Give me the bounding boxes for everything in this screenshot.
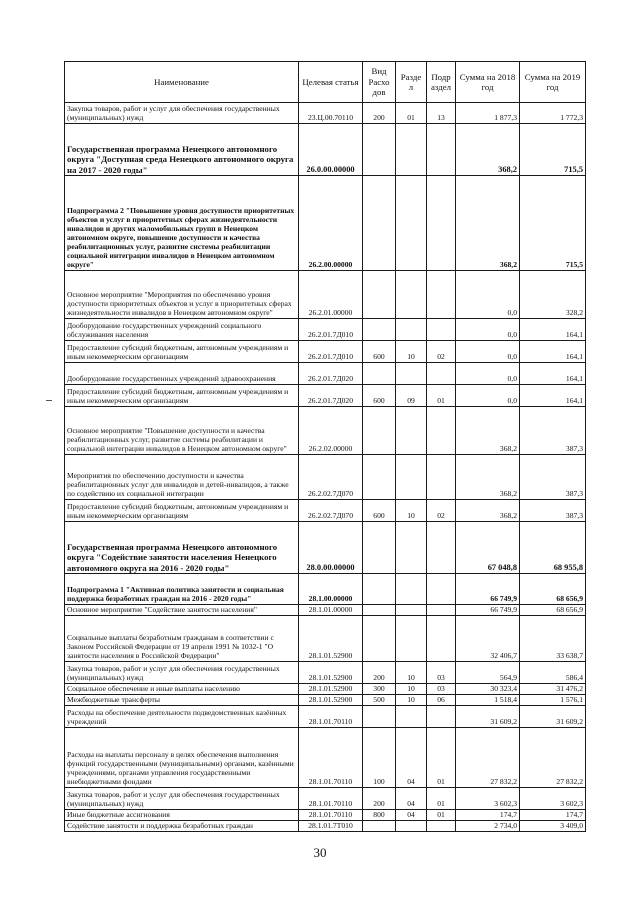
row-code: 28.1.01.52900 bbox=[299, 662, 363, 684]
table-row bbox=[65, 605, 586, 616]
row-sum-2019: 68 955,8 bbox=[520, 522, 586, 574]
table-row bbox=[65, 363, 586, 385]
row-sum-2019: 33 638,7 bbox=[520, 616, 586, 662]
table-row bbox=[65, 385, 586, 407]
row-name: Закупка товаров, работ и услуг для обеспечения государственных (муниципальных) нужд bbox=[65, 103, 299, 124]
row-name: Предоставление субсидий бюджетным, автономным учреждениям и иным некоммерческим организациям bbox=[65, 500, 299, 522]
row-code: 28.1.01.70110 bbox=[299, 728, 363, 788]
table-row bbox=[65, 810, 586, 821]
row-sum-2018: 27 832,2 bbox=[456, 728, 520, 788]
row-name: Подпрограмма 2 "Повышение уровня доступности приоритетных объектов и услуг в приоритетных сферах жизнедеятельности инвалидов и других маломобильных групп в Ненецком автономном округе, повышение доступности и качества реабилитационных услуг, развитие системы реабилитации социальной интеграции инвалидов в Ненецком автономном округе" bbox=[65, 176, 299, 271]
row-podrazdel: 03 bbox=[427, 662, 456, 684]
row-razdel: 01 bbox=[396, 103, 427, 124]
row-podrazdel bbox=[427, 574, 456, 605]
row-sum-2018: 3 602,3 bbox=[456, 788, 520, 810]
row-sum-2019: 164,1 bbox=[520, 385, 586, 407]
row-sum-2019: 328,2 bbox=[520, 271, 586, 319]
row-podrazdel: 01 bbox=[427, 788, 456, 810]
row-sum-2018: 2 734,0 bbox=[456, 821, 520, 832]
row-code: 26.2.01.7Д020 bbox=[299, 363, 363, 385]
row-razdel bbox=[396, 522, 427, 574]
table-row bbox=[65, 103, 586, 124]
row-code: 28.1.00.00000 bbox=[299, 574, 363, 605]
row-name: Дооборудование государственных учреждений социального обслуживания населения bbox=[65, 319, 299, 341]
row-name: Государственная программа Ненецкого автономного округа "Содействие занятости населения Ненецкого автономного округа на 2016 - 2020 годы" bbox=[65, 522, 299, 574]
row-podrazdel bbox=[427, 363, 456, 385]
row-podrazdel bbox=[427, 605, 456, 616]
table-row bbox=[65, 821, 586, 832]
row-sum-2019: 31 476,2 bbox=[520, 684, 586, 695]
row-razdel bbox=[396, 455, 427, 500]
row-podrazdel: 02 bbox=[427, 500, 456, 522]
row-name: Содействие занятости и поддержка безработных граждан bbox=[65, 821, 299, 832]
row-sum-2018: 66 749,9 bbox=[456, 605, 520, 616]
table-row bbox=[65, 500, 586, 522]
row-sum-2018: 368,2 bbox=[456, 124, 520, 176]
row-vid bbox=[363, 455, 396, 500]
row-razdel: 10 bbox=[396, 341, 427, 363]
row-name: Подпрограмма 1 "Активная политика занятости и социальная поддержка безработных граждан на 2016 - 2020 годы" bbox=[65, 574, 299, 605]
row-vid: 300 bbox=[363, 684, 396, 695]
row-code: 26.2.02.7Д070 bbox=[299, 455, 363, 500]
row-vid bbox=[363, 407, 396, 455]
row-razdel bbox=[396, 605, 427, 616]
row-code: 26.2.01.7Д010 bbox=[299, 341, 363, 363]
row-podrazdel bbox=[427, 455, 456, 500]
row-vid bbox=[363, 319, 396, 341]
row-podrazdel bbox=[427, 522, 456, 574]
row-code: 26.2.01.7Д020 bbox=[299, 385, 363, 407]
row-code: 26.2.02.7Д070 bbox=[299, 500, 363, 522]
row-code: 28.1.01.70110 bbox=[299, 810, 363, 821]
row-name: Дооборудование государственных учреждений здравоохранения bbox=[65, 363, 299, 385]
row-razdel: 10 bbox=[396, 684, 427, 695]
row-code: 28.1.01.70110 bbox=[299, 788, 363, 810]
table-row bbox=[65, 407, 586, 455]
row-code: 28.0.00.00000 bbox=[299, 522, 363, 574]
row-name: Закупка товаров, работ и услуг для обеспечения государственных (муниципальных) нужд bbox=[65, 788, 299, 810]
table-header-row bbox=[65, 62, 586, 103]
page-number: 30 bbox=[313, 845, 327, 860]
row-razdel bbox=[396, 271, 427, 319]
row-sum-2019: 174,7 bbox=[520, 810, 586, 821]
row-razdel bbox=[396, 574, 427, 605]
row-sum-2018: 0,0 bbox=[456, 385, 520, 407]
row-razdel bbox=[396, 706, 427, 728]
row-name: Основное мероприятие "Повышение доступности и качества реабилитационных услуг, развитие системы реабилитации и социальной интеграции инвалидов в Ненецком автономном округе" bbox=[65, 407, 299, 455]
row-podrazdel bbox=[427, 319, 456, 341]
row-podrazdel: 01 bbox=[427, 728, 456, 788]
row-sum-2019: 3 409,0 bbox=[520, 821, 586, 832]
row-vid: 200 bbox=[363, 662, 396, 684]
table-row bbox=[65, 341, 586, 363]
row-vid bbox=[363, 821, 396, 832]
row-name: Закупка товаров, работ и услуг для обеспечения государственных (муниципальных) нужд bbox=[65, 662, 299, 684]
table-row bbox=[65, 176, 586, 271]
row-razdel: 10 bbox=[396, 500, 427, 522]
header-sum-2019: Сумма на 2019 год bbox=[520, 62, 586, 103]
row-podrazdel bbox=[427, 176, 456, 271]
row-sum-2019: 31 609,2 bbox=[520, 706, 586, 728]
row-sum-2018: 1 518,4 bbox=[456, 695, 520, 706]
row-sum-2018: 0,0 bbox=[456, 319, 520, 341]
row-vid bbox=[363, 522, 396, 574]
header-razdel: Разде л bbox=[396, 62, 427, 103]
row-sum-2018: 368,2 bbox=[456, 455, 520, 500]
row-code: 28.1.01.7Т010 bbox=[299, 821, 363, 832]
row-vid: 200 bbox=[363, 788, 396, 810]
row-sum-2018: 174,7 bbox=[456, 810, 520, 821]
row-razdel: 09 bbox=[396, 385, 427, 407]
row-razdel: 04 bbox=[396, 788, 427, 810]
row-sum-2019: 3 602,3 bbox=[520, 788, 586, 810]
row-sum-2018: 66 749,9 bbox=[456, 574, 520, 605]
row-sum-2019: 715,5 bbox=[520, 124, 586, 176]
row-name: Основное мероприятие "Содействие занятости населения" bbox=[65, 605, 299, 616]
table-row bbox=[65, 124, 586, 176]
row-name: Предоставление субсидий бюджетным, автономным учреждениям и иным некоммерческим организациям bbox=[65, 385, 299, 407]
row-vid bbox=[363, 574, 396, 605]
row-razdel bbox=[396, 176, 427, 271]
table-row bbox=[65, 662, 586, 684]
table-row bbox=[65, 319, 586, 341]
row-podrazdel bbox=[427, 821, 456, 832]
header-code: Целевая статья bbox=[299, 62, 363, 103]
header-sum-2018: Сумма на 2018 год bbox=[456, 62, 520, 103]
table-row bbox=[65, 706, 586, 728]
row-sum-2018: 368,2 bbox=[456, 176, 520, 271]
row-code: 28.1.01.52900 bbox=[299, 616, 363, 662]
table-row bbox=[65, 271, 586, 319]
row-name: Государственная программа Ненецкого автономного округа "Доступная среда Ненецкого автономного округа на 2017 - 2020 годы" bbox=[65, 124, 299, 176]
row-name: Мероприятия по обеспечению доступности и качества реабилитационных услуг для инвалидов и детей-инвалидов, а также по содействию их социальной интеграции bbox=[65, 455, 299, 500]
table-row bbox=[65, 695, 586, 706]
row-code: 23.Ц.00.70110 bbox=[299, 103, 363, 124]
table-row bbox=[65, 788, 586, 810]
row-sum-2019: 1 772,3 bbox=[520, 103, 586, 124]
row-sum-2018: 0,0 bbox=[456, 341, 520, 363]
table-row bbox=[65, 616, 586, 662]
row-sum-2018: 368,2 bbox=[456, 500, 520, 522]
row-code: 26.2.02.00000 bbox=[299, 407, 363, 455]
margin-mark bbox=[46, 400, 52, 401]
row-razdel: 10 bbox=[396, 662, 427, 684]
row-vid: 200 bbox=[363, 103, 396, 124]
row-sum-2019: 1 576,1 bbox=[520, 695, 586, 706]
row-name: Иные бюджетные ассигнования bbox=[65, 810, 299, 821]
row-podrazdel: 06 bbox=[427, 695, 456, 706]
row-sum-2019: 164,1 bbox=[520, 341, 586, 363]
row-sum-2018: 67 048,8 bbox=[456, 522, 520, 574]
row-razdel bbox=[396, 363, 427, 385]
row-vid bbox=[363, 176, 396, 271]
row-razdel bbox=[396, 407, 427, 455]
row-code: 28.1.01.70110 bbox=[299, 706, 363, 728]
row-podrazdel: 01 bbox=[427, 810, 456, 821]
row-vid bbox=[363, 124, 396, 176]
row-sum-2018: 0,0 bbox=[456, 363, 520, 385]
row-sum-2019: 27 832,2 bbox=[520, 728, 586, 788]
row-vid: 600 bbox=[363, 341, 396, 363]
row-name: Расходы на выплаты персоналу в целях обеспечения выполнения функций государственными (муниципальными) органами, казёнными учреждениями, органами управления государственными внебюджетными фондами bbox=[65, 728, 299, 788]
row-sum-2018: 0,0 bbox=[456, 271, 520, 319]
row-sum-2019: 68 656,9 bbox=[520, 605, 586, 616]
row-sum-2019: 586,4 bbox=[520, 662, 586, 684]
row-podrazdel bbox=[427, 124, 456, 176]
row-code: 26.2.00.00000 bbox=[299, 176, 363, 271]
table-row bbox=[65, 522, 586, 574]
table-row bbox=[65, 574, 586, 605]
table-row bbox=[65, 455, 586, 500]
header-podrazdel: Подр аздел bbox=[427, 62, 456, 103]
row-name: Расходы на обеспечение деятельности подведомственных казённых учреждений bbox=[65, 706, 299, 728]
row-razdel bbox=[396, 616, 427, 662]
row-vid bbox=[363, 706, 396, 728]
row-code: 28.1.01.00000 bbox=[299, 605, 363, 616]
row-sum-2019: 715,5 bbox=[520, 176, 586, 271]
budget-table bbox=[64, 61, 586, 832]
row-podrazdel bbox=[427, 706, 456, 728]
row-vid bbox=[363, 271, 396, 319]
row-sum-2019: 387,3 bbox=[520, 455, 586, 500]
row-sum-2019: 387,3 bbox=[520, 407, 586, 455]
row-vid: 600 bbox=[363, 385, 396, 407]
row-name: Социальное обеспечение и иные выплаты населению bbox=[65, 684, 299, 695]
row-sum-2018: 564,9 bbox=[456, 662, 520, 684]
row-sum-2019: 68 656,9 bbox=[520, 574, 586, 605]
row-podrazdel: 13 bbox=[427, 103, 456, 124]
row-razdel: 04 bbox=[396, 728, 427, 788]
row-name: Социальные выплаты безработным гражданам в соответствии с Законом Российской Федерации от 19 апреля 1991 № 1032-1 "О занятости населения в Российской Федерации" bbox=[65, 616, 299, 662]
row-vid bbox=[363, 363, 396, 385]
row-razdel: 10 bbox=[396, 695, 427, 706]
row-sum-2019: 387,3 bbox=[520, 500, 586, 522]
header-name: Наименование bbox=[65, 62, 299, 103]
row-razdel: 04 bbox=[396, 810, 427, 821]
table-row bbox=[65, 728, 586, 788]
row-name: Предоставление субсидий бюджетным, автономным учреждениям и иным некоммерческим организациям bbox=[65, 341, 299, 363]
header-vid: Вид Расхо дов bbox=[363, 62, 396, 103]
row-razdel bbox=[396, 821, 427, 832]
row-sum-2018: 31 609,2 bbox=[456, 706, 520, 728]
row-sum-2019: 164,1 bbox=[520, 319, 586, 341]
row-podrazdel: 02 bbox=[427, 341, 456, 363]
table-row bbox=[65, 684, 586, 695]
row-code: 26.0.00.00000 bbox=[299, 124, 363, 176]
row-podrazdel: 03 bbox=[427, 684, 456, 695]
row-sum-2018: 1 877,3 bbox=[456, 103, 520, 124]
row-razdel bbox=[396, 319, 427, 341]
row-code: 26.2.01.00000 bbox=[299, 271, 363, 319]
row-name: Межбюджетные трансферты bbox=[65, 695, 299, 706]
row-code: 28.1.01.52900 bbox=[299, 684, 363, 695]
row-vid: 100 bbox=[363, 728, 396, 788]
row-razdel bbox=[396, 124, 427, 176]
row-sum-2018: 368,2 bbox=[456, 407, 520, 455]
row-sum-2018: 32 406,7 bbox=[456, 616, 520, 662]
row-code: 26.2.01.7Д010 bbox=[299, 319, 363, 341]
row-sum-2019: 164,1 bbox=[520, 363, 586, 385]
row-vid: 600 bbox=[363, 500, 396, 522]
row-vid bbox=[363, 605, 396, 616]
row-vid: 800 bbox=[363, 810, 396, 821]
row-sum-2018: 30 323,4 bbox=[456, 684, 520, 695]
row-vid bbox=[363, 616, 396, 662]
row-vid: 500 bbox=[363, 695, 396, 706]
row-code: 28.1.01.52900 bbox=[299, 695, 363, 706]
row-podrazdel bbox=[427, 271, 456, 319]
row-name: Основное мероприятие "Мероприятия по обеспечению уровня доступности приоритетных объектов и услуг в приоритетных сферах жизнедеятельности инвалидов в Ненецком автономном округе" bbox=[65, 271, 299, 319]
row-podrazdel bbox=[427, 407, 456, 455]
row-podrazdel bbox=[427, 616, 456, 662]
row-podrazdel: 01 bbox=[427, 385, 456, 407]
